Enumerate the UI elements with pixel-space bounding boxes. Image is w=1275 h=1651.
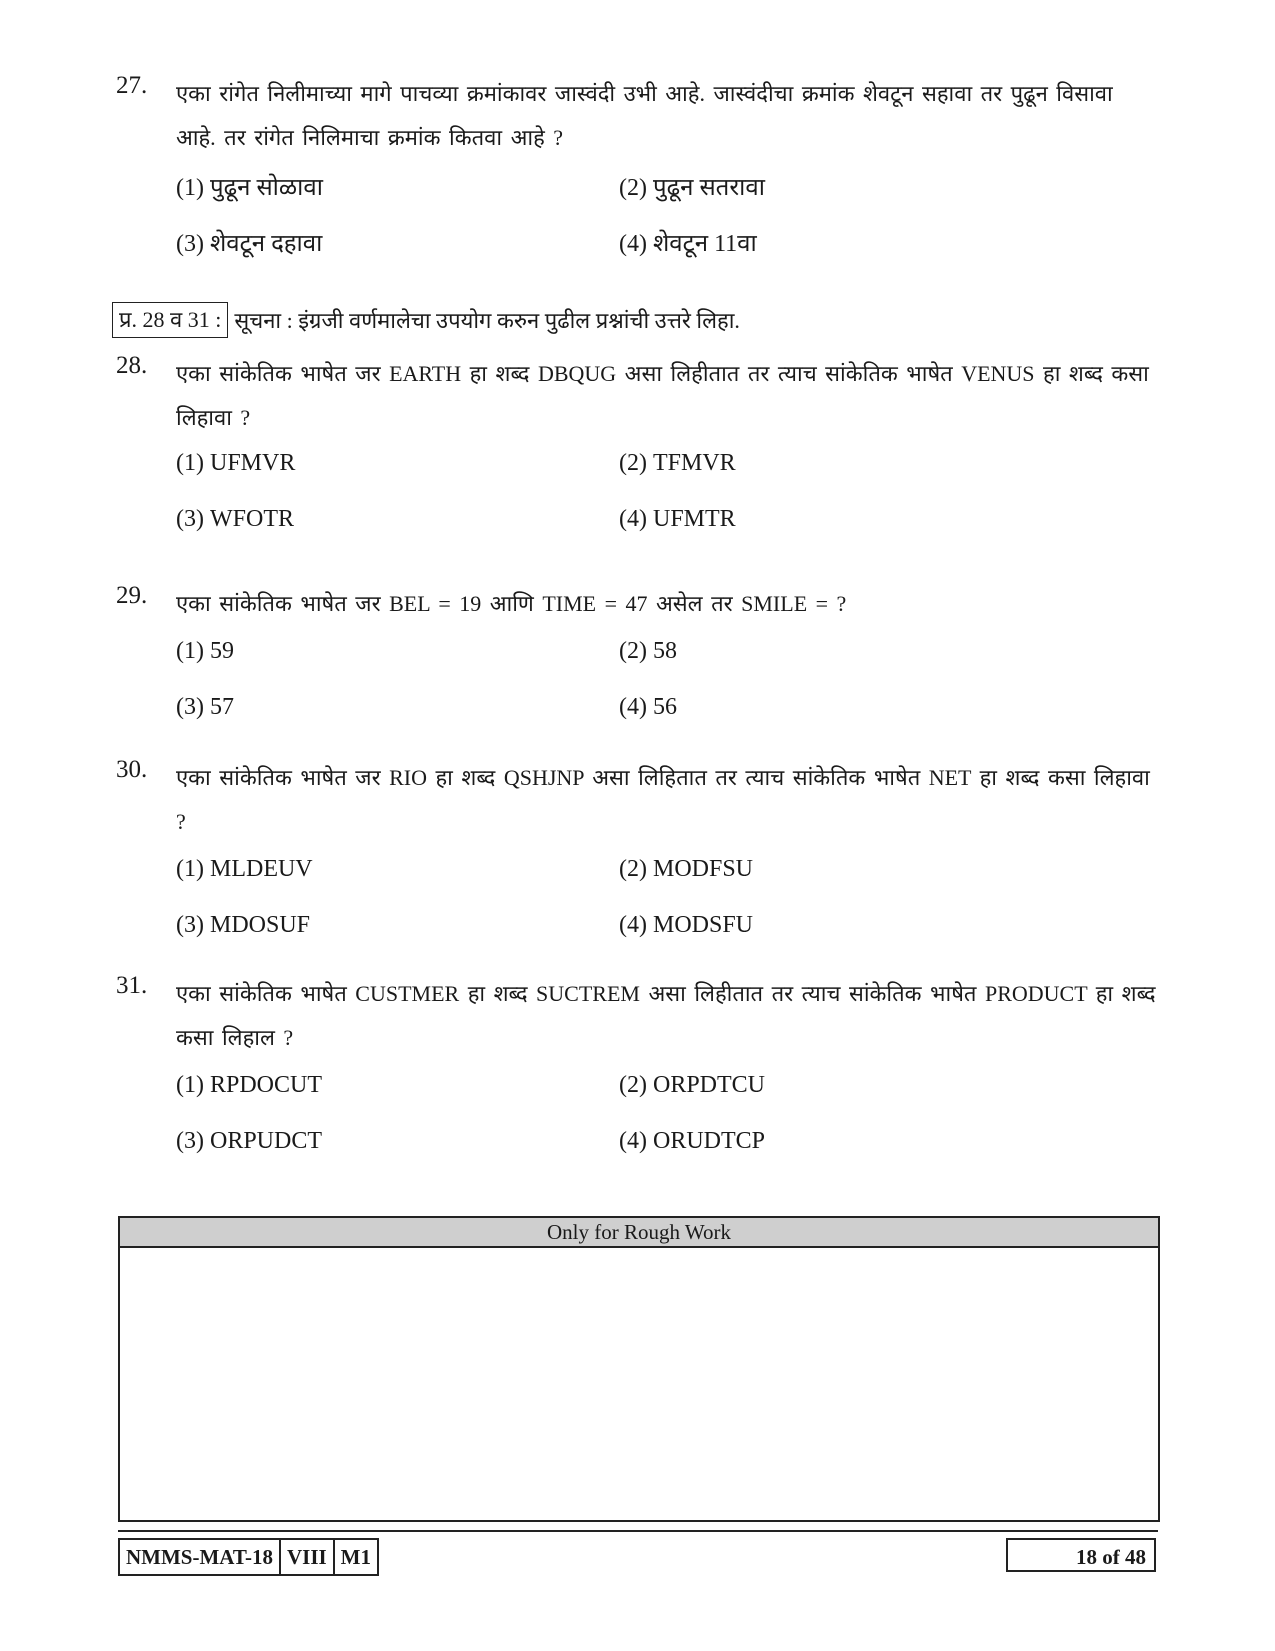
option-4[interactable]: (4) MODSFU: [619, 912, 754, 938]
question-text: एका सांकेतिक भाषेत जर EARTH हा शब्द DBQUG असा लिहीतात तर त्याच सांकेतिक भाषेत VENUS हा शब्द कसा लिहावा ?: [176, 361, 1149, 430]
option-1[interactable]: (1) RPDOCUT: [176, 1072, 323, 1098]
question-number: 30.: [116, 756, 148, 783]
question-28: [116, 352, 1156, 562]
rough-work-box[interactable]: [118, 1216, 1160, 1522]
question-27: [116, 72, 1156, 282]
question-30: [116, 756, 1156, 968]
rough-work-heading: Only for Rough Work: [120, 1218, 1158, 1248]
paper-code: NMMS-MAT-18: [120, 1540, 281, 1574]
question-text: एका सांकेतिक भाषेत जर BEL = 19 आणि TIME = 47 असेल तर SMILE = ?: [176, 591, 847, 616]
question-number: 29.: [116, 582, 148, 609]
option-2[interactable]: (2) TFMVR: [619, 450, 736, 476]
option-4[interactable]: (4) 56: [619, 694, 677, 720]
option-3[interactable]: (3) ORPUDCT: [176, 1128, 323, 1154]
question-31: [116, 972, 1156, 1184]
option-2[interactable]: (2) ORPDTCU: [619, 1072, 766, 1098]
option-4[interactable]: (4) शेवटून 11वा: [619, 231, 757, 257]
options: [176, 638, 1156, 750]
options: [176, 450, 1156, 562]
instruction-label: प्र. 28 व 31 :: [112, 302, 228, 338]
option-1[interactable]: (1) पुढून सोळावा: [176, 175, 323, 201]
option-3[interactable]: (3) शेवटून दहावा: [176, 231, 323, 257]
option-2[interactable]: (2) MODFSU: [619, 856, 754, 882]
option-1[interactable]: (1) MLDEUV: [176, 856, 313, 882]
option-3[interactable]: (3) MDOSUF: [176, 912, 311, 938]
medium-label: M1: [340, 1545, 371, 1569]
options: [176, 1072, 1156, 1184]
class-label: VIII: [281, 1540, 335, 1574]
option-2[interactable]: (2) 58: [619, 638, 677, 664]
option-3[interactable]: (3) WFOTR: [176, 506, 294, 532]
question-number: 27.: [116, 72, 148, 99]
question-number: 28.: [116, 352, 148, 379]
question-29: [116, 582, 1156, 750]
footer-divider: [118, 1530, 1158, 1532]
instruction-text: सूचना : इंग्रजी वर्णमालेचा उपयोग करुन पुढील प्रश्नांची उत्तरे लिहा.: [234, 308, 740, 333]
question-text: एका सांकेतिक भाषेत CUSTMER हा शब्द SUCTREM असा लिहीतात तर त्याच सांकेतिक भाषेत PRODUCT हा शब्द कसा लिहाल ?: [176, 981, 1156, 1050]
option-3[interactable]: (3) 57: [176, 694, 234, 720]
question-number: 31.: [116, 972, 148, 999]
options: [176, 856, 1156, 968]
page-number: 18 of 48: [1006, 1538, 1156, 1572]
option-4[interactable]: (4) ORUDTCP: [619, 1128, 766, 1154]
option-1[interactable]: (1) UFMVR: [176, 450, 296, 476]
option-1[interactable]: (1) 59: [176, 638, 234, 664]
question-text: एका रांगेत निलीमाच्या मागे पाचव्या क्रमांकावर जास्वंदी उभी आहे. जास्वंदीचा क्रमांक शेवटून सहावा तर पुढून विसावा आहे. तर रांगेत निलिमाचा क्रमांक कितवा आहे ?: [176, 81, 1113, 150]
options: [176, 170, 1156, 282]
question-text: एका सांकेतिक भाषेत जर RIO हा शब्द QSHJNP असा लिहितात तर त्याच सांकेतिक भाषेत NET हा शब्द कसा लिहावा ?: [176, 765, 1150, 834]
option-4[interactable]: (4) UFMTR: [619, 506, 736, 532]
option-2[interactable]: (2) पुढून सतरावा: [619, 175, 765, 201]
instruction: [112, 302, 740, 338]
footer-code-box: [118, 1538, 379, 1576]
